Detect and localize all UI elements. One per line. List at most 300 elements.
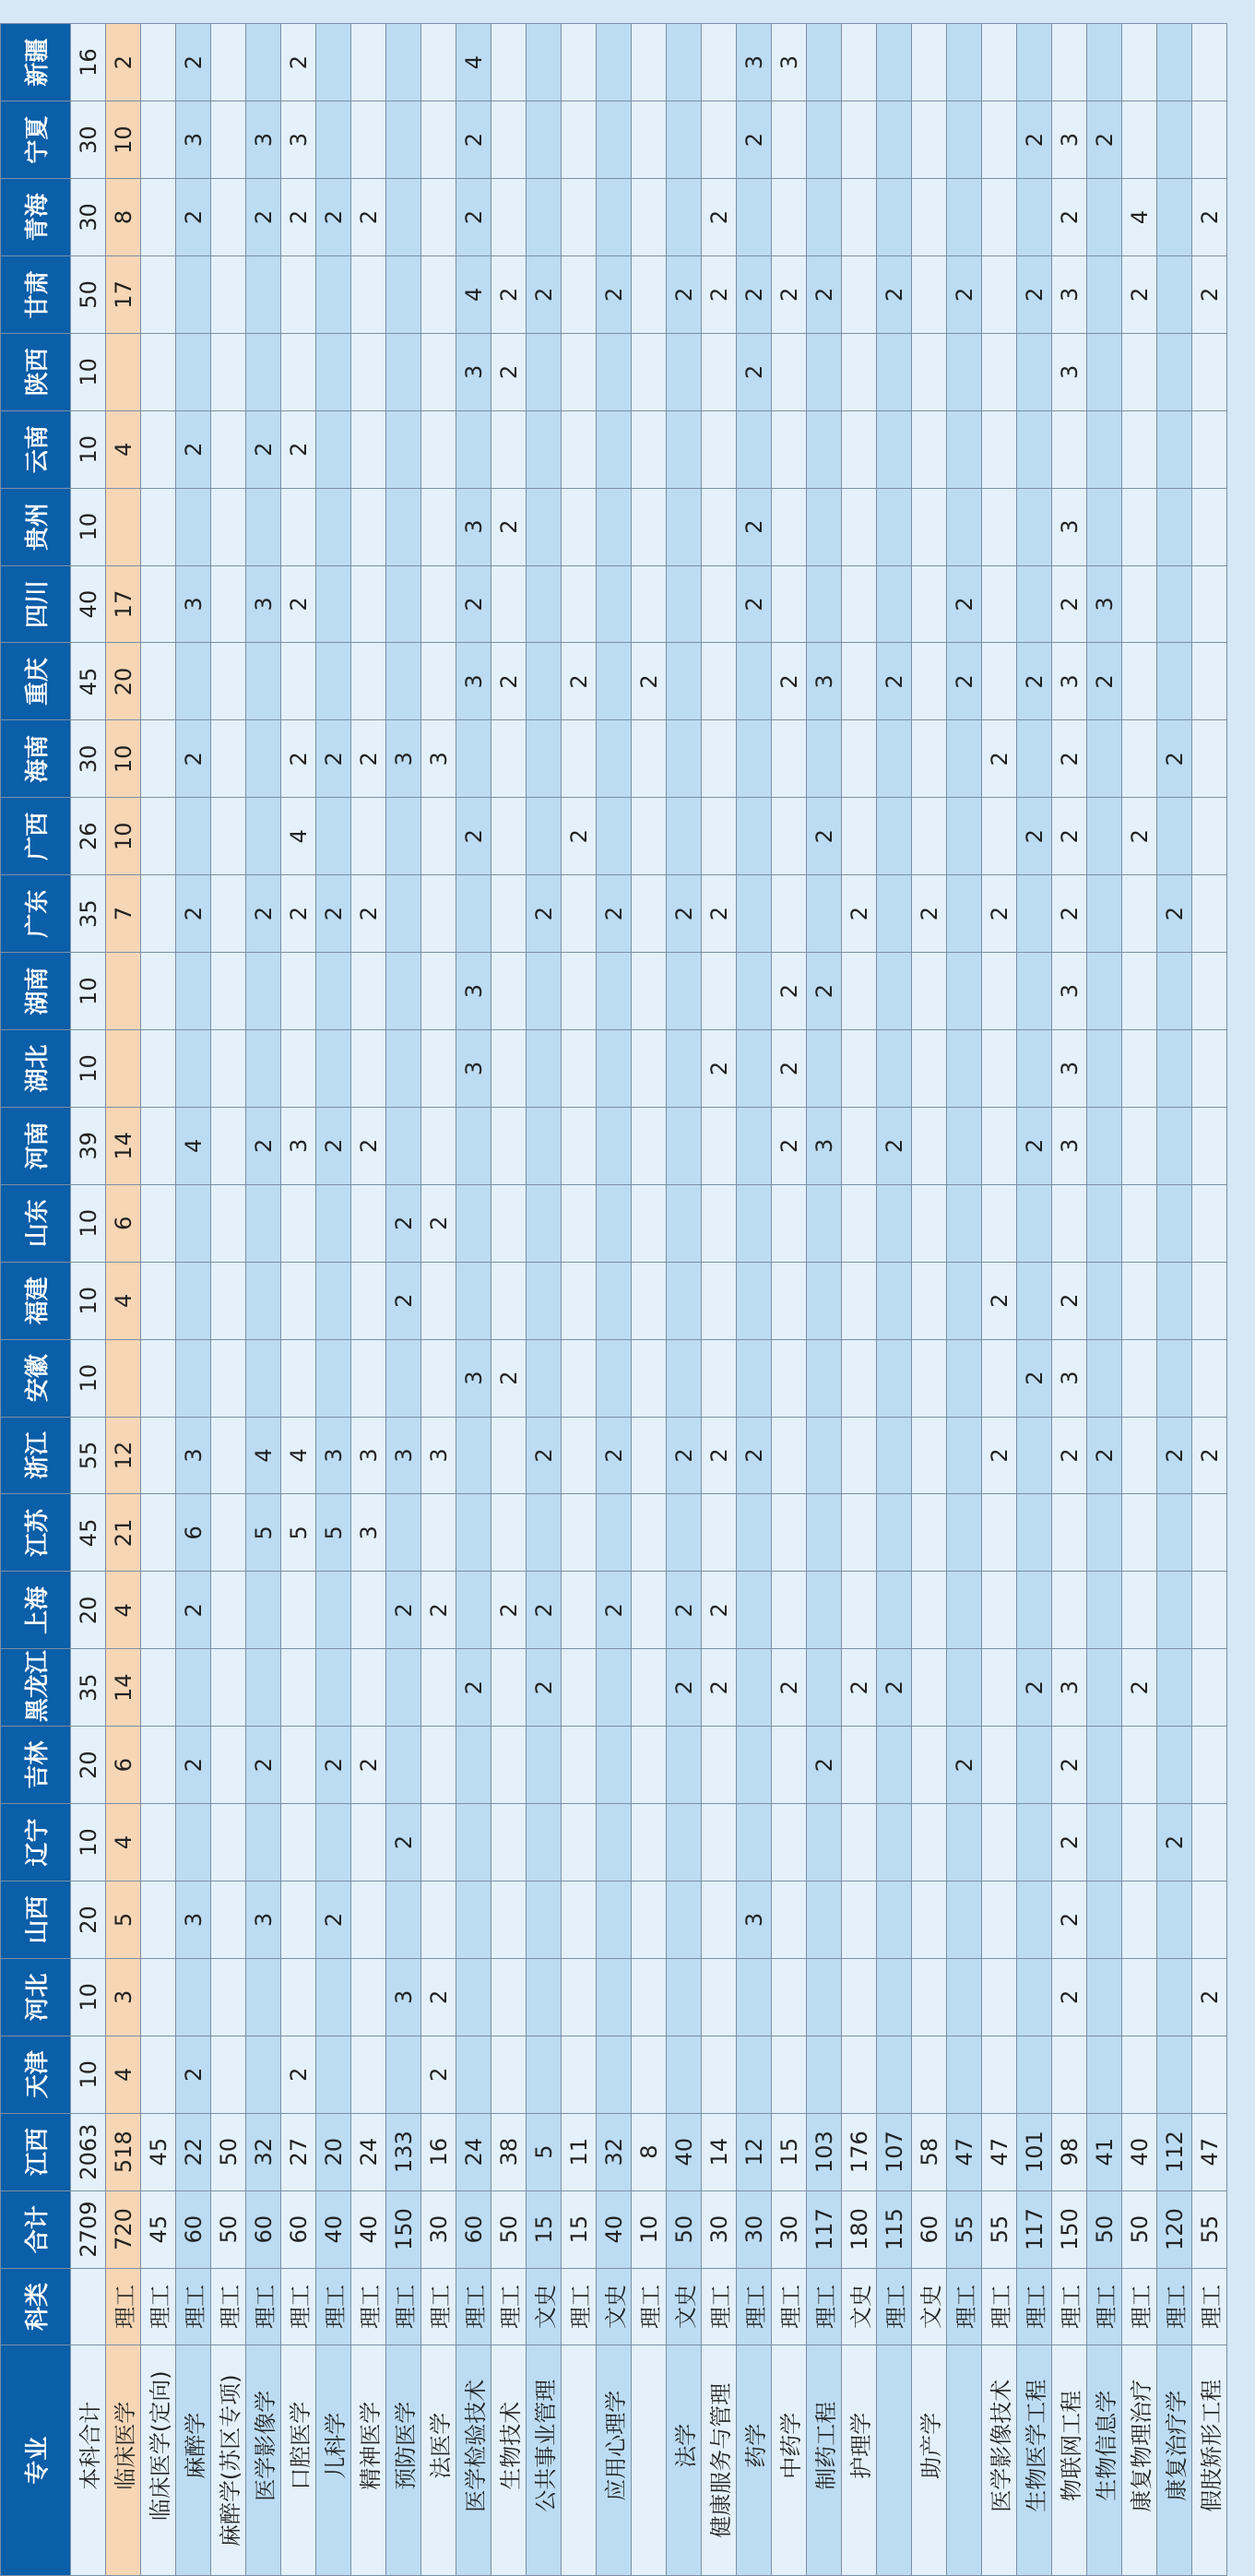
quota-cell: [947, 101, 982, 179]
quota-cell: 2: [316, 875, 351, 953]
quota-cell: 5: [106, 1881, 141, 1958]
category-cell: 理工: [421, 2268, 456, 2345]
table-row: [456, 24, 491, 2576]
quota-cell: [351, 953, 386, 1030]
quota-cell: [246, 720, 281, 798]
quota-cell: [562, 1494, 597, 1572]
major-cell: 医学检验技术: [456, 2345, 491, 2576]
quota-cell: [316, 24, 351, 101]
quota-cell: 4: [456, 255, 491, 333]
quota-cell: [1087, 798, 1122, 875]
quota-cell: [912, 2036, 947, 2113]
quota-cell: [141, 24, 176, 101]
quota-cell: [316, 953, 351, 1030]
quota-cell: [211, 488, 246, 565]
quota-cell: [351, 1572, 386, 1649]
quota-cell: 4: [106, 2036, 141, 2113]
quota-cell: [947, 488, 982, 565]
quota-cell: [1122, 1958, 1157, 2036]
quota-cell: [1052, 410, 1087, 488]
quota-cell: 2: [386, 1184, 421, 1262]
total-cell: 50: [211, 2190, 246, 2268]
quota-cell: [351, 1958, 386, 2036]
quota-cell: [842, 1417, 877, 1494]
quota-cell: [527, 1881, 562, 1958]
category-cell: 理工: [281, 2268, 316, 2345]
quota-cell: [842, 1030, 877, 1108]
quota-cell: [351, 1262, 386, 1339]
quota-cell: 2: [667, 875, 702, 953]
quota-cell: [597, 643, 632, 720]
quota-cell: 27: [281, 2113, 316, 2190]
table-row: [141, 24, 176, 2576]
quota-cell: 2: [351, 1107, 386, 1184]
quota-cell: 3: [386, 720, 421, 798]
category-cell: 理工: [211, 2268, 246, 2345]
quota-cell: 2: [491, 1339, 527, 1417]
quota-cell: 3: [281, 1107, 316, 1184]
quota-cell: [316, 1572, 351, 1649]
quota-cell: [947, 1649, 982, 1727]
quota-cell: [562, 1727, 597, 1804]
quota-cell: 2: [877, 643, 912, 720]
quota-cell: [211, 1572, 246, 1649]
table-row: [632, 24, 667, 2576]
quota-cell: [491, 565, 527, 643]
quota-cell: 21: [106, 1494, 141, 1572]
category-cell: 理工: [737, 2268, 772, 2345]
quota-cell: [1087, 2036, 1122, 2113]
table-row: [386, 24, 421, 2576]
quota-cell: [527, 1107, 562, 1184]
table-row: [667, 24, 702, 2576]
quota-cell: [702, 2036, 737, 2113]
quota-cell: 40: [667, 2113, 702, 2190]
quota-cell: [772, 333, 807, 410]
quota-cell: [597, 1184, 632, 1262]
quota-cell: [947, 798, 982, 875]
quota-cell: [1122, 565, 1157, 643]
quota-cell: [982, 1030, 1017, 1108]
quota-cell: [386, 101, 421, 179]
quota-cell: [1157, 1958, 1192, 2036]
quota-cell: [1192, 1804, 1227, 1882]
quota-cell: [527, 643, 562, 720]
quota-cell: 12: [106, 1417, 141, 1494]
quota-cell: [281, 643, 316, 720]
quota-cell: [842, 1958, 877, 2036]
quota-cell: 3: [281, 101, 316, 179]
quota-cell: [456, 1494, 491, 1572]
quota-cell: [667, 720, 702, 798]
total-cell: 15: [562, 2190, 597, 2268]
quota-cell: [982, 24, 1017, 101]
quota-cell: 6: [176, 1494, 211, 1572]
total-cell: 30: [772, 2190, 807, 2268]
quota-cell: [141, 1649, 176, 1727]
quota-cell: [982, 1727, 1017, 1804]
category-cell: 文史: [597, 2268, 632, 2345]
quota-cell: 2: [316, 1881, 351, 1958]
quota-cell: [842, 953, 877, 1030]
quota-cell: 2: [702, 1649, 737, 1727]
quota-cell: [912, 333, 947, 410]
quota-cell: 8: [632, 2113, 667, 2190]
quota-cell: [912, 1804, 947, 1882]
quota-cell: [807, 179, 842, 256]
header-province: 新疆: [1, 24, 71, 101]
quota-cell: [141, 1572, 176, 1649]
quota-cell: 5: [281, 1494, 316, 1572]
category-cell: 理工: [562, 2268, 597, 2345]
quota-cell: [351, 798, 386, 875]
quota-cell: [141, 1804, 176, 1882]
quota-cell: 4: [1122, 179, 1157, 256]
quota-cell: 2: [1192, 179, 1227, 256]
quota-cell: 2: [842, 1649, 877, 1727]
quota-cell: 2: [947, 1727, 982, 1804]
quota-cell: [877, 2036, 912, 2113]
quota-cell: 2: [667, 1649, 702, 1727]
quota-cell: [1017, 24, 1052, 101]
quota-cell: 2: [351, 179, 386, 256]
quota-cell: [667, 333, 702, 410]
table-row: [807, 24, 842, 2576]
quota-cell: [632, 101, 667, 179]
quota-cell: [246, 1649, 281, 1727]
quota-cell: [912, 1262, 947, 1339]
quota-cell: [1192, 1649, 1227, 1727]
quota-cell: 3: [456, 643, 491, 720]
quota-cell: 2: [1192, 1417, 1227, 1494]
quota-cell: [1157, 488, 1192, 565]
quota-cell: 2: [982, 875, 1017, 953]
quota-cell: [842, 179, 877, 256]
quota-cell: 2: [527, 1417, 562, 1494]
quota-cell: 2: [1122, 1649, 1157, 1727]
enrollment-plan-table: [0, 23, 1227, 2576]
quota-cell: [141, 2036, 176, 2113]
quota-cell: [667, 798, 702, 875]
quota-cell: [1017, 720, 1052, 798]
quota-cell: 35: [71, 1649, 106, 1727]
quota-cell: 2: [456, 565, 491, 643]
quota-cell: [1087, 1881, 1122, 1958]
quota-cell: [141, 798, 176, 875]
quota-cell: [527, 953, 562, 1030]
quota-cell: 2: [1052, 1417, 1087, 1494]
total-cell: 45: [141, 2190, 176, 2268]
category-cell: 理工: [141, 2268, 176, 2345]
quota-cell: [562, 1804, 597, 1882]
quota-cell: [947, 1184, 982, 1262]
quota-cell: [632, 1030, 667, 1108]
quota-cell: 2: [947, 255, 982, 333]
quota-cell: [211, 333, 246, 410]
quota-cell: [737, 1649, 772, 1727]
header-province: 河南: [1, 1107, 71, 1184]
quota-cell: [141, 1030, 176, 1108]
major-cell: 临床医学: [106, 2345, 141, 2576]
quota-cell: [281, 333, 316, 410]
quota-cell: [421, 1494, 456, 1572]
category-cell: 理工: [772, 2268, 807, 2345]
quota-cell: [982, 2036, 1017, 2113]
quota-cell: [281, 1184, 316, 1262]
quota-cell: 2: [281, 24, 316, 101]
quota-cell: 6: [106, 1184, 141, 1262]
quota-cell: [281, 953, 316, 1030]
quota-cell: 2: [982, 720, 1017, 798]
quota-cell: 2: [737, 488, 772, 565]
quota-cell: [491, 24, 527, 101]
quota-cell: [456, 1184, 491, 1262]
quota-cell: [1157, 1727, 1192, 1804]
header-province: 四川: [1, 565, 71, 643]
quota-cell: [1157, 1184, 1192, 1262]
quota-cell: [176, 1958, 211, 2036]
quota-cell: 47: [1192, 2113, 1227, 2190]
quota-cell: [211, 1339, 246, 1417]
quota-cell: [351, 1804, 386, 1882]
quota-cell: 14: [106, 1649, 141, 1727]
header-province: 河北: [1, 1958, 71, 2036]
quota-cell: 3: [1052, 101, 1087, 179]
category-cell: 理工: [1192, 2268, 1227, 2345]
quota-cell: [667, 1727, 702, 1804]
quota-cell: [912, 1649, 947, 1727]
category-cell: 理工: [106, 2268, 141, 2345]
quota-cell: [842, 410, 877, 488]
quota-cell: [807, 875, 842, 953]
category-cell: 理工: [1122, 2268, 1157, 2345]
quota-cell: [141, 1494, 176, 1572]
total-cell: 60: [281, 2190, 316, 2268]
quota-cell: 3: [246, 565, 281, 643]
quota-cell: 3: [246, 101, 281, 179]
quota-cell: 176: [842, 2113, 877, 2190]
quota-cell: [982, 1572, 1017, 1649]
quota-cell: [982, 1958, 1017, 2036]
quota-cell: 3: [1052, 643, 1087, 720]
quota-cell: 32: [597, 2113, 632, 2190]
quota-cell: 2: [527, 1572, 562, 1649]
quota-cell: 2: [281, 565, 316, 643]
quota-cell: [667, 1804, 702, 1882]
quota-cell: 2: [772, 643, 807, 720]
quota-cell: [702, 953, 737, 1030]
category-cell: 理工: [386, 2268, 421, 2345]
major-cell: [562, 2345, 597, 2576]
quota-cell: [947, 1030, 982, 1108]
quota-cell: [211, 24, 246, 101]
quota-cell: [772, 1727, 807, 1804]
quota-cell: 10: [71, 1262, 106, 1339]
total-cell: 720: [106, 2190, 141, 2268]
major-cell: 假肢矫形工程: [1192, 2345, 1227, 2576]
quota-cell: [877, 1262, 912, 1339]
quota-cell: 14: [106, 1107, 141, 1184]
quota-cell: 3: [421, 1417, 456, 1494]
quota-cell: [807, 488, 842, 565]
quota-cell: [246, 643, 281, 720]
quota-cell: [772, 1572, 807, 1649]
quota-cell: [316, 1958, 351, 2036]
quota-cell: [667, 1494, 702, 1572]
total-cell: 120: [1157, 2190, 1192, 2268]
quota-cell: [597, 1881, 632, 1958]
quota-cell: 2: [1052, 720, 1087, 798]
quota-cell: 2: [702, 875, 737, 953]
quota-cell: [1017, 1494, 1052, 1572]
quota-cell: [316, 255, 351, 333]
quota-cell: [141, 1339, 176, 1417]
quota-cell: [772, 179, 807, 256]
quota-cell: 3: [1052, 953, 1087, 1030]
quota-cell: 10: [71, 2036, 106, 2113]
quota-cell: [912, 565, 947, 643]
quota-cell: [632, 1417, 667, 1494]
quota-cell: [1122, 1184, 1157, 1262]
quota-cell: [877, 1881, 912, 1958]
quota-cell: [1192, 953, 1227, 1030]
quota-cell: [632, 410, 667, 488]
category-cell: 理工: [1052, 2268, 1087, 2345]
quota-cell: [1017, 410, 1052, 488]
quota-cell: [632, 1184, 667, 1262]
quota-cell: [947, 720, 982, 798]
quota-cell: 2: [456, 179, 491, 256]
quota-cell: [737, 1030, 772, 1108]
quota-cell: 518: [106, 2113, 141, 2190]
quota-cell: 5: [316, 1494, 351, 1572]
quota-cell: [632, 255, 667, 333]
quota-cell: [176, 488, 211, 565]
quota-cell: [1192, 1107, 1227, 1184]
quota-cell: [456, 1881, 491, 1958]
quota-cell: [246, 333, 281, 410]
major-cell: 法学: [667, 2345, 702, 2576]
quota-cell: [807, 565, 842, 643]
quota-cell: [912, 410, 947, 488]
quota-cell: 2: [281, 410, 316, 488]
quota-cell: 39: [71, 1107, 106, 1184]
quota-cell: [737, 179, 772, 256]
quota-cell: [527, 179, 562, 256]
quota-cell: [106, 1030, 141, 1108]
quota-cell: [456, 410, 491, 488]
table-row: [71, 24, 106, 2576]
quota-cell: 3: [737, 24, 772, 101]
quota-cell: 3: [456, 333, 491, 410]
quota-cell: [491, 1727, 527, 1804]
quota-cell: [281, 1262, 316, 1339]
quota-cell: 47: [947, 2113, 982, 2190]
quota-cell: 45: [71, 1494, 106, 1572]
quota-cell: [912, 24, 947, 101]
quota-cell: [912, 1572, 947, 1649]
quota-cell: [421, 565, 456, 643]
quota-cell: 2: [1157, 1417, 1192, 1494]
quota-cell: [562, 1030, 597, 1108]
quota-cell: [1087, 1649, 1122, 1727]
quota-cell: 2: [1052, 1262, 1087, 1339]
total-cell: 115: [877, 2190, 912, 2268]
quota-cell: 2: [527, 875, 562, 953]
quota-cell: [597, 1262, 632, 1339]
quota-cell: 2: [982, 1262, 1017, 1339]
quota-cell: [632, 1804, 667, 1882]
quota-cell: [246, 1339, 281, 1417]
quota-cell: [527, 1339, 562, 1417]
quota-cell: [667, 101, 702, 179]
quota-cell: [527, 720, 562, 798]
quota-cell: [176, 953, 211, 1030]
quota-cell: [316, 488, 351, 565]
quota-cell: [877, 798, 912, 875]
quota-cell: 3: [316, 1417, 351, 1494]
quota-cell: 2: [702, 1572, 737, 1649]
quota-cell: 24: [456, 2113, 491, 2190]
quota-cell: [491, 1494, 527, 1572]
quota-cell: 45: [141, 2113, 176, 2190]
quota-cell: [1087, 875, 1122, 953]
quota-cell: [1087, 1339, 1122, 1417]
quota-cell: 2: [176, 1572, 211, 1649]
quota-cell: [421, 1107, 456, 1184]
quota-cell: [491, 179, 527, 256]
category-cell: 理工: [491, 2268, 527, 2345]
quota-cell: [982, 101, 1017, 179]
major-cell: 康复治疗学: [1157, 2345, 1192, 2576]
total-cell: 55: [947, 2190, 982, 2268]
quota-cell: 24: [351, 2113, 386, 2190]
quota-cell: [1087, 1958, 1122, 2036]
major-cell: 麻醉学: [176, 2345, 211, 2576]
quota-cell: [632, 2036, 667, 2113]
quota-cell: [1192, 798, 1227, 875]
quota-cell: 2: [597, 1572, 632, 1649]
category-cell: 理工: [176, 2268, 211, 2345]
quota-cell: [1157, 2036, 1192, 2113]
total-cell: 60: [176, 2190, 211, 2268]
quota-cell: [1087, 24, 1122, 101]
quota-cell: [491, 101, 527, 179]
header-province: 云南: [1, 410, 71, 488]
quota-cell: [667, 2036, 702, 2113]
quota-cell: [211, 1804, 246, 1882]
category-cell: 理工: [351, 2268, 386, 2345]
quota-cell: [877, 953, 912, 1030]
total-cell: 2709: [71, 2190, 106, 2268]
quota-cell: [702, 1184, 737, 1262]
category-cell: 理工: [877, 2268, 912, 2345]
quota-cell: [632, 1339, 667, 1417]
quota-cell: 30: [71, 179, 106, 256]
table-row: [1017, 24, 1052, 2576]
quota-cell: [737, 1494, 772, 1572]
quota-cell: [421, 255, 456, 333]
quota-cell: [842, 255, 877, 333]
quota-cell: [807, 1262, 842, 1339]
rotated-table-wrapper: [0, 23, 1243, 2576]
quota-cell: [772, 2036, 807, 2113]
quota-cell: [842, 1804, 877, 1882]
total-cell: 60: [912, 2190, 947, 2268]
quota-cell: [1122, 1030, 1157, 1108]
quota-cell: [1017, 1572, 1052, 1649]
quota-cell: [1192, 1572, 1227, 1649]
